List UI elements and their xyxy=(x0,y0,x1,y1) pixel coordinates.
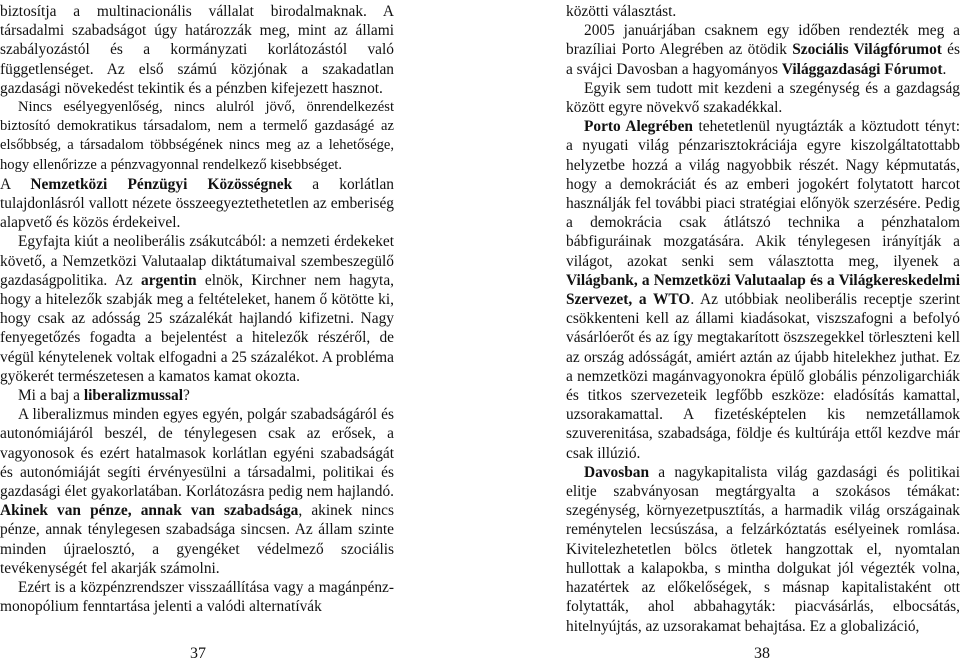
text-run: A liberalizmus minden egyes egyén, polgár szabadságáról és autonómiájáról beszél, de ténylegesen csak az erősek, a vagyonosok és ezért hatalmasok korlátlan egyéni szabadságát és autonómiáját segíti érvényesülni a társadalmi, politikai és gazdasági élet gyakorlatában. Korlátozásra pedig nem hajlandó. xyxy=(0,406,394,501)
right-paragraph-2 xyxy=(566,21,960,79)
left-paragraph-6 xyxy=(0,405,394,578)
bold-term-institutions: Világbank, a Nemzetközi Valutaalap és a Világkereskedelmi Szervezet, a WTO xyxy=(566,271,960,309)
page-number-right: 38 xyxy=(754,645,770,662)
bold-term-argentin: argentin xyxy=(141,271,197,289)
bold-term-gazdasagi-forum: Világgazdasági Fórumot xyxy=(781,60,943,78)
left-paragraph-3 xyxy=(0,175,394,233)
text-run: és a svájci Davosban a hagyományos xyxy=(566,41,960,78)
bold-term-davos: Davosban xyxy=(584,463,650,481)
bold-term-porto-alegre: Porto Alegrében xyxy=(584,118,693,136)
text-run: 2005 januárjában csaknem egy időben rendezték meg a brazíliai Porto Alegrében az ötödik xyxy=(566,22,960,59)
text-run: A xyxy=(0,175,31,193)
text-run: Egyfajta kiút a neoliberális zsákutcából: a nemzeti érdekeket követő, a Nemzetközi Valutaalap diktátumaival szembeszegülő gazdaságpolitika. Az xyxy=(0,233,394,289)
left-paragraph-1: biztosítja a multinacionális vállalat birodalmaknak. A társadalmi szabadságot úgy határozzák meg, mint az állami szabályozástól és a kormányzati korlátozástól való függetlenséget. Az első számú közjónak a szakadatlan gazdasági növekedést tekintik és a pénzben kifejezett hasznot. xyxy=(0,3,394,97)
bold-term-npk: Nemzetközi Pénzügyi Közösségnek xyxy=(30,175,293,193)
text-run: a korlátlan tulajdonlásról vallott nézete összeegyeztethetetlen az emberiség alapvető és közös érdekeivel. xyxy=(0,175,394,232)
bold-phrase: Akinek van pénze, annak van szabadsága xyxy=(0,502,299,520)
bold-term-vilagforum: Szociális Világfórumot xyxy=(792,41,942,59)
text-run: a nagykapitalista világ gazdasági és politikai elitje szabványosan megtárgyalta a szokásos témákat: szegénység, környezetpusztítás, a harmadik világ országainak reménytelen lecsúszása, a felzárkóztatás esélyeinek romlása. Kivitelezhetetlen bölcs ötletek hangzottak el, nyomtalan hullottak a kalapokba, s mintha dolgukat jól végezték volna, hazatértek az előkelőségek, s másnap kapitalistaként ott folytatták, ahol abbahagyták: piacvásárlás, elbocsátás, hitelnyújtás, az uzsorakamat behajtása. Ez a globalizáció, xyxy=(566,463,960,635)
left-text-column xyxy=(0,2,394,617)
bold-term-liberalizmus: liberalizmussal xyxy=(83,387,184,405)
text-run: Mi a baj a xyxy=(18,387,84,405)
right-text-column xyxy=(566,2,960,636)
text-run: . Az utóbbiak neoliberális receptje szerint csökkenteni kell az állami kiadásokat, viszszafogni a befolyó vásárlóerőt és az így megtakarított öszszegekkel törleszteni kell az ország adósságát, amiért aztán az újabb hitelekhez juthat. Ez a nemzetközi magánvagyonokra épülő globális pénzoligarchiák és titkos szervezeteik legfőbb eszköze: eladósítás kamattal, uzsorakamattal. A fizetésképtelen kis nemzetállamok szuverenitása, szabadsága, földje és kultúrája ettől kezdve már csak illúzió. xyxy=(566,291,960,462)
text-run: elnök, Kirchner nem hagyta, hogy a hitelezők szabják meg a feltételeket, hanem ő kötötte ki, hogy csak az adósság 25 százalékát hajlandó kifizetni. Nagy fenyegetőzés fogadta a bejelentést a hitelezők részéről, de végül kénytelenek voltak elfogadni a 25 százalékot. A probléma gyökerét természetesen a kamatos kamat okozta. xyxy=(0,271,394,385)
right-paragraph-4 xyxy=(566,117,960,463)
left-paragraph-7: Ezért is a közpénzrendszer visszaállítása vagy a magánpénz-monopólium fenntartása jelenti a valódi alternatívák xyxy=(0,579,394,616)
right-paragraph-1: közötti választást. xyxy=(566,3,677,20)
right-page xyxy=(480,0,960,671)
left-paragraph-2: Nincs esélyegyenlőség, nincs alulról jövő, önrendelkezést biztosító demokratikus társadalom, nem a termelő gazdaságé az elsőbbség, a társadalom többségének nincs meg az a lehetősége, hogy ellenőrizze a pénzvagyonnal rendelkező kisebbséget. xyxy=(0,99,394,173)
text-run: tehetetlenül nyugtázták a köztudott tényt: a nyugati világ pénzarisztokráciája egyre kiszolgáltatottabb helyzetbe hozzá a világ nagyobbik részét. Nagy képmutatás, hogy a demokráciát és az emberi jogokért folytatott harcot használják fel további piaci stratégiai előnyök szerzésére. Pedig a demokrácia csak átlátszó technika a pénzhatalom bábfiguráinak mozgatására. Akik ténylegesen irányítják a világot, azokat senki sem választotta meg, ilyenek a xyxy=(566,118,960,270)
left-paragraph-4 xyxy=(0,232,394,386)
left-question xyxy=(0,386,394,405)
right-paragraph-5 xyxy=(566,463,960,636)
text-run: ? xyxy=(183,387,190,405)
text-run: , akinek nincs pénze, annak ténylegesen szabadsága sincsen. Az állam szinte minden újraelosztó, a gyengéket védelmező szociális tevékenységét fel akarják számolni. xyxy=(0,502,394,577)
page-number-left: 37 xyxy=(190,645,206,662)
text-run: . xyxy=(942,60,947,78)
right-paragraph-3: Egyik sem tudott mit kezdeni a szegénység és a gazdagság között egyre növekvő szakadékkal. xyxy=(566,79,960,117)
